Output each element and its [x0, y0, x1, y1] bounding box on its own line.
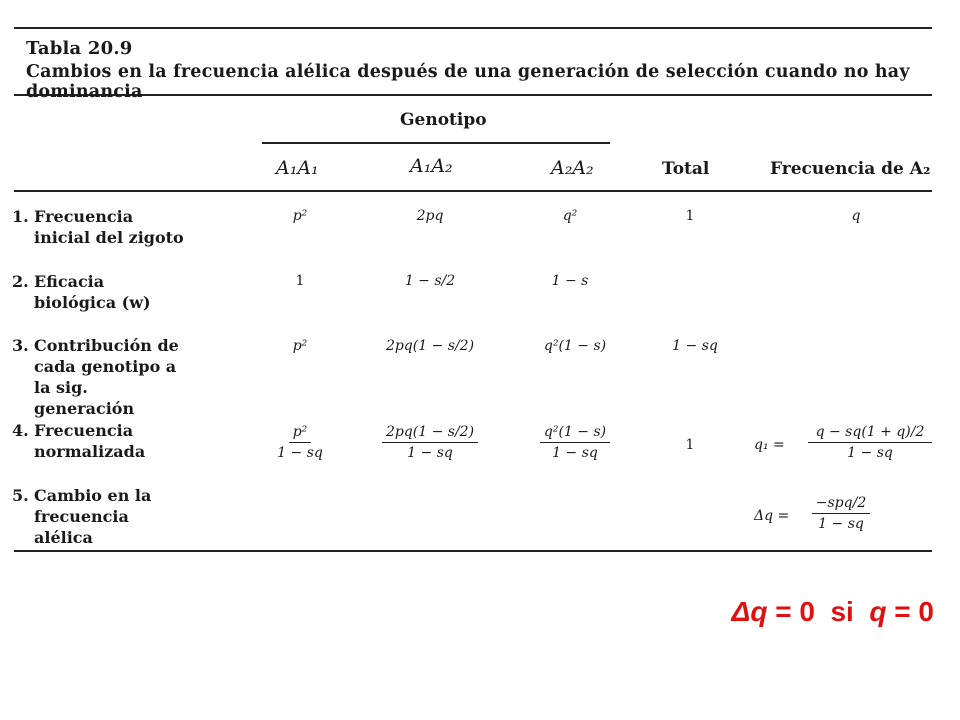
cell-r1-total: 1 [685, 208, 695, 224]
row-label-text: Eficacia biológica (w) [34, 272, 151, 312]
cell-r4-a1a2 [375, 424, 485, 461]
cell-r4-total: 1 [685, 437, 695, 453]
col-header-frecuencia: Frecuencia de A₂ [770, 159, 931, 179]
cell-r3-a2a2: q²(1 − s) [543, 338, 607, 354]
col-header-a2a2: A₂A₂ [551, 157, 594, 179]
fraction-denominator: 1 − sq [847, 445, 893, 461]
row-number: 4. [12, 421, 29, 440]
row-label-text: Frecuencia normalizada [34, 421, 146, 461]
cell-r1-freq: q [851, 208, 861, 224]
top-rule [14, 27, 932, 29]
fraction-denominator: 1 − sq [407, 445, 453, 461]
row-label-text: Frecuencia inicial del zigoto [34, 207, 184, 247]
cell-r1-a1a1: p² [292, 208, 308, 224]
fraction-denominator: 1 − sq [277, 445, 323, 461]
row-number: 5. [12, 486, 29, 505]
cell-r2-a1a2: 1 − s/2 [404, 273, 456, 289]
col-header-a1a1: A₁A₁ [276, 157, 319, 179]
cell-r5-freq-lhs: Δq = [754, 508, 790, 524]
row-label-2 [12, 271, 192, 313]
cell-r3-a1a1: p² [292, 338, 308, 354]
fraction-denominator: 1 − sq [818, 516, 864, 532]
row-label-text: Contribución de cada genotipo a la sig. generación [34, 336, 179, 418]
fraction-numerator: p² [289, 424, 312, 443]
conclusion-eq2: = 0 [886, 596, 934, 627]
header-rule [14, 190, 932, 192]
conclusion-rhs: q [869, 596, 887, 627]
row-label-text: Cambio en la frecuencia alélica [34, 486, 152, 547]
fraction-numerator: q − sq(1 + q)/2 [808, 424, 933, 443]
row-number: 1. [12, 207, 29, 226]
cell-r2-a1a1: 1 [295, 273, 305, 289]
row-number: 2. [12, 272, 29, 291]
fraction-numerator: −spq/2 [812, 495, 870, 514]
col-header-total: Total [662, 159, 710, 179]
conclusion-eq1: = 0 [767, 596, 823, 627]
cell-r4-freq-lhs: q₁ = [754, 437, 785, 453]
conclusion-equation [732, 596, 934, 628]
cell-r5-freq [804, 495, 878, 532]
cell-r2-a2a2: 1 − s [551, 273, 589, 289]
row-number: 3. [12, 336, 29, 355]
table-title: Tabla 20.9 [26, 38, 133, 59]
cell-r3-total: 1 − sq [672, 338, 718, 354]
col-header-a1a2: A₁A₂ [410, 155, 453, 177]
bottom-rule [14, 550, 932, 552]
cell-r3-a1a2: 2pq(1 − s/2) [385, 338, 475, 354]
row-label-5 [12, 485, 192, 548]
row-label-4 [12, 420, 192, 462]
row-label-1 [12, 206, 192, 248]
conclusion-lhs: Δq [731, 596, 768, 627]
group-header-rule [262, 142, 610, 144]
fraction-numerator: 2pq(1 − s/2) [382, 424, 478, 443]
table-caption: Cambios en la frecuencia alélica después de una generación de selección cuando no hay dominancia [26, 62, 910, 102]
cell-r4-a1a1 [272, 424, 328, 461]
fraction-denominator: 1 − sq [552, 445, 598, 461]
row-label-3 [12, 335, 192, 419]
conclusion-word: si [830, 596, 854, 627]
cell-r1-a2a2: q² [562, 208, 578, 224]
group-header-genotipo: Genotipo [400, 110, 487, 130]
cell-r4-freq [800, 424, 940, 461]
fraction-numerator: q²(1 − s) [540, 424, 610, 443]
cell-r4-a2a2 [528, 424, 622, 461]
cell-r1-a1a2: 2pq [416, 208, 444, 224]
